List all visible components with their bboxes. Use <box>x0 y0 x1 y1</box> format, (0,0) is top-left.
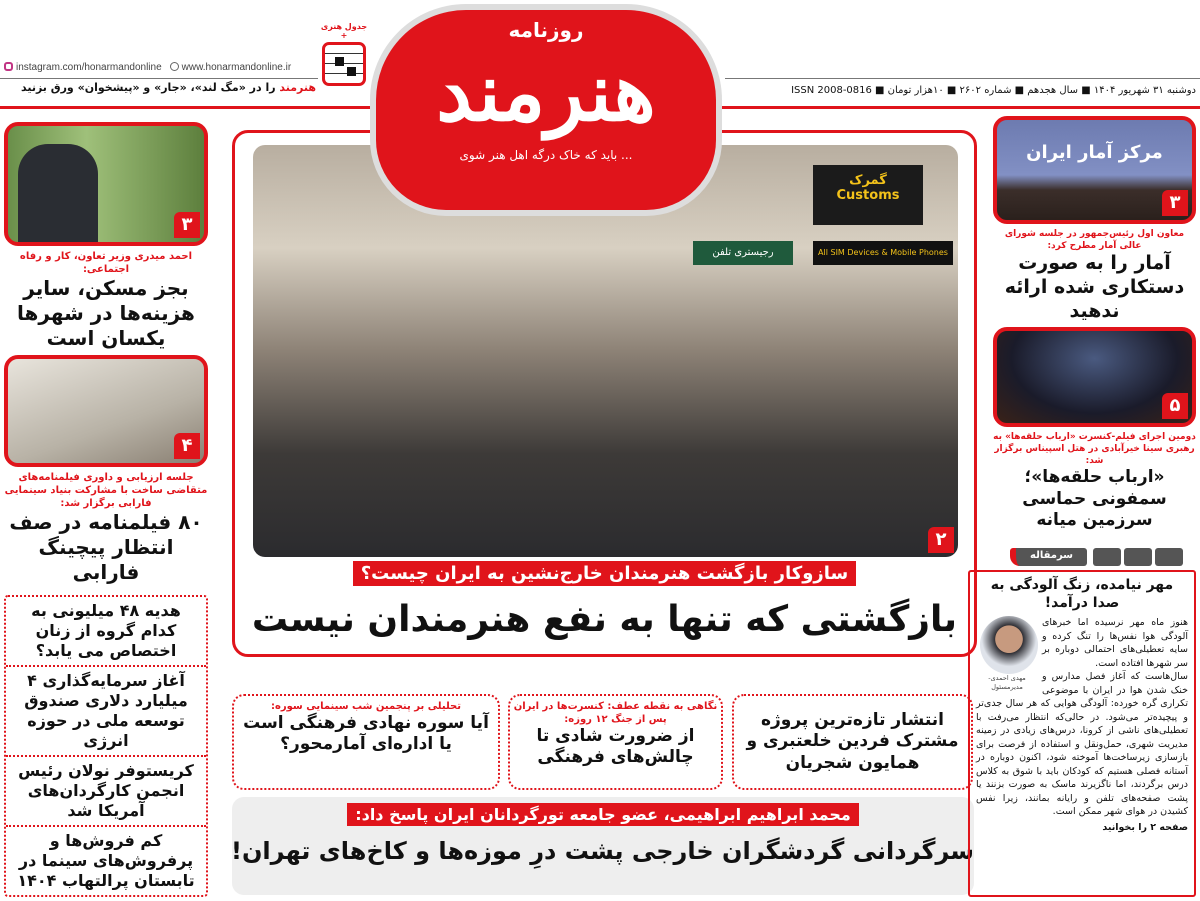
secondary-story-2[interactable]: نگاهی به نقطه عطف: کنسرت‌ها در ایران پس از جنگ ۱۲ روزه: از ضرورت شادی تا چالش‌های فرهنگی <box>508 694 723 790</box>
tab[interactable] <box>1155 548 1183 566</box>
section-tabs <box>1010 548 1183 566</box>
headline: آمار را به صورت دستکاری شده ارائه ندهید <box>1004 252 1185 322</box>
right-photo-1[interactable]: مرکز آمار ایران ۳ <box>993 116 1196 224</box>
main-kicker: سازوکار بازگشت هنرمندان خارج‌نشین به ایران چیست؟ <box>353 561 857 586</box>
dateline: دوشنبه ۳۱ شهریور ۱۴۰۴ ■ سال هجدهم ■ شماره ۲۶۰۲ ■ ۱۰هزار تومان ■ ISSN 2008-0816 <box>791 85 1196 96</box>
instagram-icon <box>4 62 13 71</box>
continue-link[interactable]: صفحه ۲ را بخوانید <box>1102 821 1188 833</box>
crossword-icon <box>322 42 366 86</box>
crossword-label: جدول هنری + <box>320 22 368 40</box>
page-number: ۴ <box>174 433 200 459</box>
page-number: ۳ <box>174 212 200 238</box>
masthead-prefix: روزنامه <box>508 18 584 42</box>
headline: بجز مسکن، سایر هزینه‌ها در شهرها یکسان است <box>17 276 195 350</box>
masthead-logo[interactable] <box>376 10 716 210</box>
editorial-body: هنوز ماه مهر نرسیده اما خبرهای آلودگی هوا نفس‌ها را تنگ کرده و سایه تعطیلی‌های احتمالی دوباره بر سر شهرها افتاده است. <box>1042 617 1188 669</box>
promo-line: هنرمند را در «مگ لند»، «جار» و «پیشخوان» ورق بزنید <box>20 81 316 94</box>
instagram-link[interactable]: instagram.com/honarmandonline <box>4 62 162 73</box>
editorial-title: مهر نیامده، زنگ آلودگی به صدا درآمد! <box>990 577 1174 611</box>
secondary-story-3[interactable]: تحلیلی بر پنجمین شب سینمایی سوره: آیا سوره نهادی فرهنگی است یا اداره‌ای آمارمحور؟ <box>232 694 500 790</box>
brief-item[interactable]: آغاز سرمایه‌گذاری ۴ میلیارد دلاری صندوق توسعه ملی در حوزه انرژی <box>6 665 206 755</box>
author-name: مهدی احمدی- مدیرمسئول <box>988 674 1026 691</box>
brief-item[interactable]: کم فروش‌ها و پرفروش‌های سینما در تابستان پرالتهاب ۱۴۰۴ <box>6 825 206 895</box>
left-story-1[interactable]: احمد میدری وزیر تعاون، کار و رفاه اجتماعی: بجز مسکن، سایر هزینه‌ها در شهرها یکسان است <box>4 250 208 351</box>
brief-item[interactable]: کریستوفر نولان رئیس انجمن کارگردان‌های آمریکا شد <box>6 755 206 825</box>
headline: ۸۰ فیلمنامه در صف انتظار پیچینگ فارابی <box>9 510 203 584</box>
author-block <box>976 616 1038 692</box>
right-story-2[interactable]: دومین اجرای فیلم-کنسرت «ارباب حلقه‌ها» به رهبری سینا خیرآبادی در هتل اسپیناس برگزار شد: «ارباب حلقه‌ها»؛ سمفونی حماسی سرزمین میانه <box>993 432 1196 530</box>
globe-icon <box>170 62 179 71</box>
secondary-story-1[interactable]: انتشار تازه‌ترین پروژه مشترک فردین خلعتبری و همایون شجریان <box>732 694 973 790</box>
briefs-box <box>4 595 208 897</box>
bottom-story[interactable]: محمد ابراهیم ابراهیمی، عضو جامعه تورگردانان ایران پاسخ داد: سرگردانی گردشگران خارجی پشت درِ موزه‌ها و کاخ‌های تهران! <box>232 797 974 895</box>
main-kicker-wrap <box>235 563 974 584</box>
tab-editorial[interactable]: سرمقاله <box>1010 548 1087 566</box>
right-story-1[interactable]: معاون اول رئیس‌جمهور در جلسه شورای عالی آمار مطرح کرد: آمار را به صورت دستکاری شده ارائه ندهید <box>993 228 1196 323</box>
page-number: ۲ <box>928 527 954 553</box>
brief-item[interactable]: هدیه ۴۸ میلیونی به کدام گروه از زنان اختصاص می یابد؟ <box>31 601 181 660</box>
right-photo-2[interactable] <box>993 327 1196 427</box>
headline: «ارباب حلقه‌ها»؛ سمفونی حماسی سرزمین میانه <box>1022 467 1167 530</box>
editorial-body: سال‌هاست که آغاز فصل مدارس و خنک شدن هوا در ایران با موضوعی تکراری گره خورده: آلودگی هوایی که هر سال جدی‌تر و پیچیده‌تر می‌شود. در حالی‌که انتظار می‌رفت با تعطیلی‌های ناشی از کرونا، درس‌های زیادی در زمینه مدیریت شهری، حمل‌ونقل و استفاده از فرصت برای بازسازی زیرساخت‌ها آموخته شود، اکنون دوباره در آستانه فصلی هستیم که کودکان باید با شوق به کلاس درس برگردند، اما ناگزیرند ماسک به صورت بزنند یا پشت صفحه‌های تلفن و رایانه بمانند، زیرا نفس کشیدن در هوای شهر ممکن است. <box>976 671 1188 817</box>
page-number: ۳ <box>1162 190 1188 216</box>
masthead-slogan: ... باید که خاک درگه اهل هنر شوی <box>459 148 633 162</box>
main-headline: بازگشتی که تنها به نفع هنرمندان نیست <box>251 599 958 640</box>
tab[interactable] <box>1093 548 1121 566</box>
left-photo-2[interactable] <box>4 355 208 467</box>
author-avatar <box>980 616 1038 674</box>
main-photo[interactable]: گمرک Customs رجیستری تلفن All SIM Devices & Mobile Phones ۲ <box>253 145 958 557</box>
editorial-box[interactable] <box>968 570 1196 897</box>
header-links <box>4 62 291 73</box>
left-column <box>4 122 208 897</box>
masthead-title: هنرمند <box>436 45 656 139</box>
page-number: ۵ <box>1162 393 1188 419</box>
crossword-badge[interactable] <box>318 22 370 82</box>
left-photo-1[interactable] <box>4 122 208 246</box>
tab[interactable] <box>1124 548 1152 566</box>
website-link[interactable]: www.honarmandonline.ir <box>170 62 292 73</box>
bottom-headline: سرگردانی گردشگران خارجی پشت درِ موزه‌ها و کاخ‌های تهران! <box>231 837 974 865</box>
left-story-2[interactable]: جلسه ارزیابی و داوری فیلمنامه‌های متقاضی ساخت با مشارکت بنیاد سینمایی فارابی برگزار شد: ۸۰ فیلمنامه در صف انتظار پیچینگ فارابی <box>4 472 208 584</box>
right-column <box>993 116 1196 531</box>
